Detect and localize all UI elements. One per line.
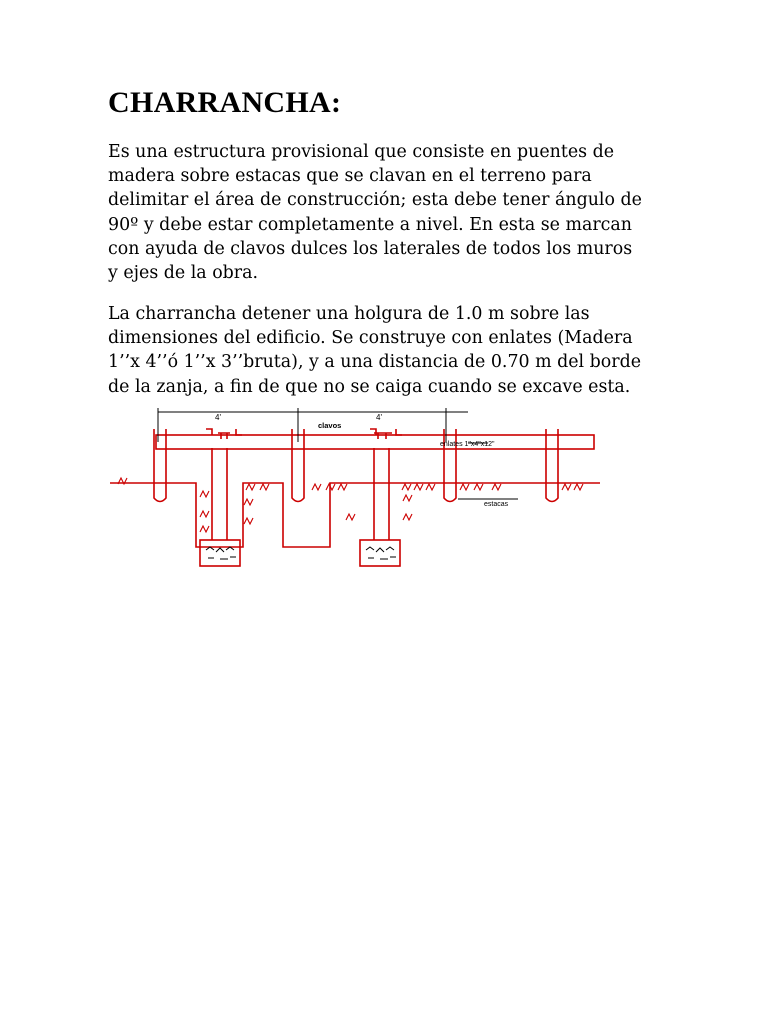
clavos-label: clavos <box>318 421 342 430</box>
charrancha-diagram <box>108 402 608 577</box>
page-title: CHARRANCHA: <box>108 86 342 119</box>
trench-stones-left <box>206 547 236 559</box>
trench-left-inner <box>212 448 227 540</box>
diagram-drawing <box>110 429 600 566</box>
paragraph-definition: Es una estructura provisional que consiste en puentes de madera sobre estacas que se clavan en el terreno para delimitar el área de construcción; esta debe tener ángulo de 90º y debe estar completamente a nivel. En esta se marcan con ayuda de clavos dulces los laterales de todos los muros y ejes de la obra. <box>108 142 642 284</box>
dimension-line-top <box>158 408 468 442</box>
paragraph-construction: La charrancha detener una holgura de 1.0 m sobre las dimensiones del edificio. Se construye con enlates (Madera 1’’x 4’’ó 1’’x 3’’bruta), y a una distancia de 0.70 m del borde de la zanja, a fin de que no se caiga cuando se excave esta. <box>108 304 641 397</box>
dimension-label-left: 4' <box>215 413 221 422</box>
estaca-4 <box>546 429 558 502</box>
clavo-marker-right <box>370 429 402 439</box>
trench-stones-right <box>366 547 396 559</box>
trench-left-bottom <box>200 540 240 566</box>
trench-right-inner <box>374 448 389 540</box>
estacas-label: estacas <box>484 501 509 508</box>
grass-hatches <box>118 478 583 532</box>
enlates-label: enlates 1"x4"x12" <box>440 441 495 448</box>
dimension-label-right: 4' <box>376 413 382 422</box>
clavo-marker-left <box>206 429 242 439</box>
trench-right-bottom <box>360 540 400 566</box>
